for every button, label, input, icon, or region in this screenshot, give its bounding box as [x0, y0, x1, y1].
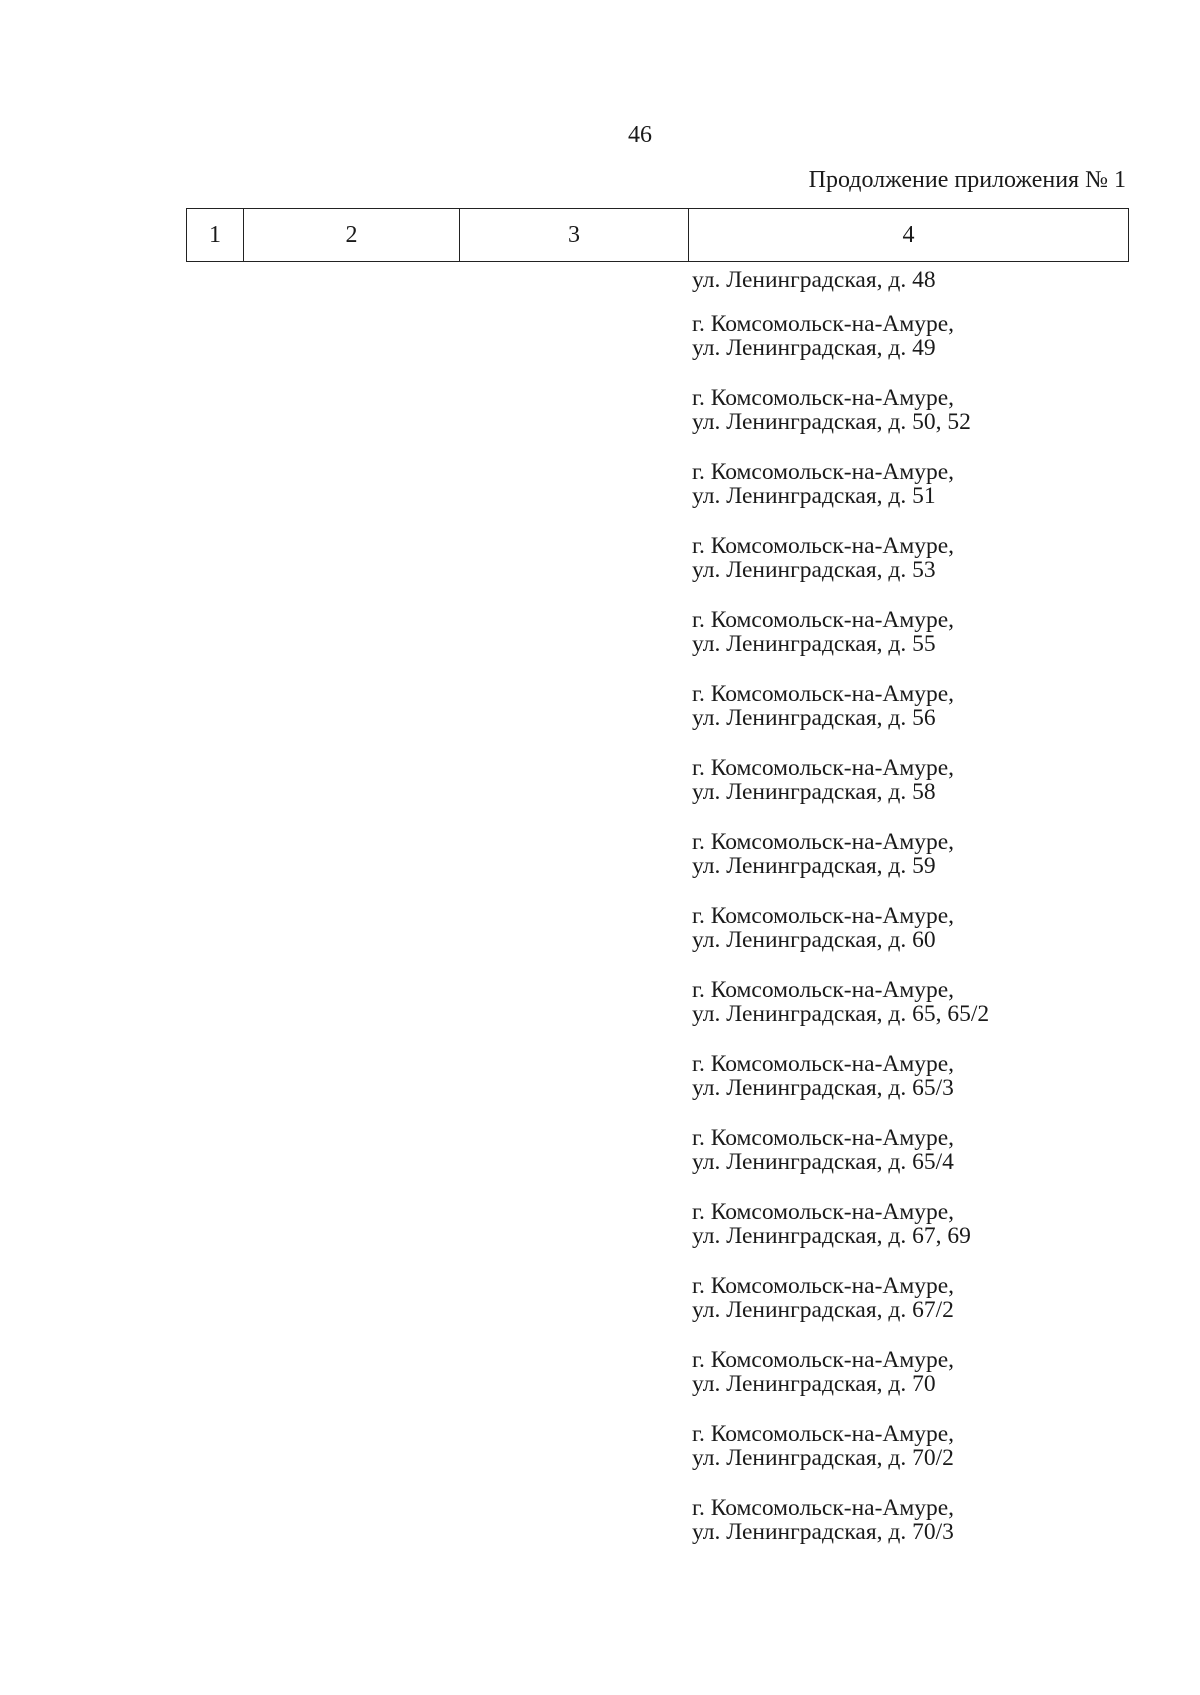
address-city: г. Комсомольск-на-Амуре,: [692, 755, 955, 781]
address-street: ул. Ленинградская, д. 70/3: [692, 1519, 954, 1545]
address-city: г. Комсомольск-на-Амуре,: [692, 1273, 955, 1299]
address-city: г. Комсомольск-на-Амуре,: [692, 607, 955, 633]
address-city: г. Комсомольск-на-Амуре,: [692, 977, 955, 1003]
address-city: г. Комсомольск-на-Амуре,: [692, 1495, 955, 1521]
list-item: [692, 1422, 1162, 1470]
address-street: ул. Ленинградская, д. 49: [692, 335, 936, 361]
list-item: [692, 830, 1162, 878]
address-city: г. Комсомольск-на-Амуре,: [692, 459, 955, 485]
list-item: [692, 608, 1162, 656]
column-number-2: 2: [244, 209, 460, 262]
address-city: г. Комсомольск-на-Амуре,: [692, 311, 955, 337]
list-item: [692, 1348, 1162, 1396]
address-street: ул. Ленинградская, д. 58: [692, 779, 936, 805]
address-city: г. Комсомольск-на-Амуре,: [692, 681, 955, 707]
address-continued-line: [692, 268, 1162, 292]
column-number-3: 3: [460, 209, 689, 262]
list-item: [692, 682, 1162, 730]
list-item: [692, 534, 1162, 582]
address-street: ул. Ленинградская, д. 51: [692, 483, 936, 509]
list-item: [692, 904, 1162, 952]
page-number: 46: [628, 122, 652, 148]
list-item: [692, 312, 1162, 360]
address-street: ул. Ленинградская, д. 70/2: [692, 1445, 954, 1471]
address-street: ул. Ленинградская, д. 67, 69: [692, 1223, 971, 1249]
address-city: г. Комсомольск-на-Амуре,: [692, 1421, 955, 1447]
list-item: [692, 978, 1162, 1026]
address-street: ул. Ленинградская, д. 59: [692, 853, 936, 879]
list-item: [692, 756, 1162, 804]
table-header: [186, 208, 1129, 262]
address-street: ул. Ленинградская, д. 48: [692, 267, 936, 293]
address-city: г. Комсомольск-на-Амуре,: [692, 1199, 955, 1225]
address-city: г. Комсомольск-на-Амуре,: [692, 533, 955, 559]
address-entries: [692, 312, 1162, 1544]
address-street: ул. Ленинградская, д. 50, 52: [692, 409, 971, 435]
address-street: ул. Ленинградская, д. 65, 65/2: [692, 1001, 990, 1027]
column-number-1: 1: [187, 209, 244, 262]
list-item: [692, 460, 1162, 508]
appendix-continuation-label: Продолжение приложения № 1: [808, 167, 1126, 193]
address-city: г. Комсомольск-на-Амуре,: [692, 1125, 955, 1151]
address-city: г. Комсомольск-на-Амуре,: [692, 903, 955, 929]
address-city: г. Комсомольск-на-Амуре,: [692, 829, 955, 855]
list-item: [692, 1274, 1162, 1322]
address-city: г. Комсомольск-на-Амуре,: [692, 1051, 955, 1077]
column-number-4: 4: [689, 209, 1129, 262]
address-street: ул. Ленинградская, д. 60: [692, 927, 936, 953]
address-list: [692, 268, 1162, 1570]
address-street: ул. Ленинградская, д. 53: [692, 557, 936, 583]
list-item: [692, 1052, 1162, 1100]
table-header-row: [187, 209, 1129, 262]
list-item: [692, 1496, 1162, 1544]
address-city: г. Комсомольск-на-Амуре,: [692, 1347, 955, 1373]
address-street: ул. Ленинградская, д. 70: [692, 1371, 936, 1397]
address-street: ул. Ленинградская, д. 55: [692, 631, 936, 657]
list-item: [692, 1200, 1162, 1248]
list-item: [692, 386, 1162, 434]
address-street: ул. Ленинградская, д. 67/2: [692, 1297, 954, 1323]
address-city: г. Комсомольск-на-Амуре,: [692, 385, 955, 411]
address-street: ул. Ленинградская, д. 56: [692, 705, 936, 731]
address-street: ул. Ленинградская, д. 65/3: [692, 1075, 954, 1101]
list-item: [692, 1126, 1162, 1174]
address-street: ул. Ленинградская, д. 65/4: [692, 1149, 954, 1175]
